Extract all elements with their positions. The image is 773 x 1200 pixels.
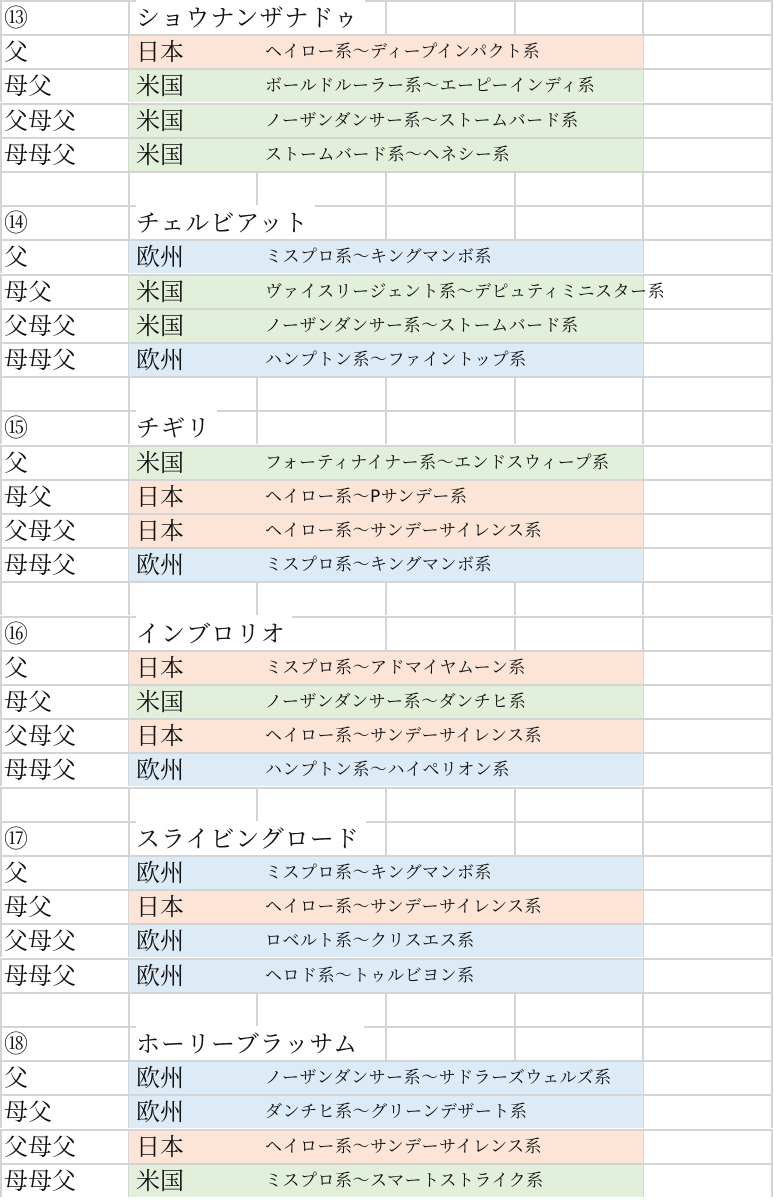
grid-line	[642, 171, 644, 205]
grid-line	[0, 684, 2, 718]
grid-line	[0, 308, 2, 342]
pedigree-row	[0, 684, 773, 718]
grid-line	[0, 274, 2, 308]
horse-name: インブロリオ	[136, 616, 292, 650]
grid-line	[0, 239, 2, 273]
grid-line	[0, 68, 2, 102]
relation-label: 父	[4, 449, 28, 477]
section-header	[0, 821, 773, 855]
grid-line	[385, 205, 387, 239]
sire-line: ミスプロ系〜キングマンボ系	[265, 863, 492, 883]
grid-line	[0, 1026, 773, 1028]
grid-line	[514, 376, 516, 410]
horse-name: ホーリーブラッサム	[136, 1026, 364, 1060]
grid-line	[0, 205, 773, 207]
grid-line	[514, 616, 516, 650]
race-number: ⑮	[4, 414, 28, 442]
relation-label: 父	[4, 243, 28, 271]
grid-line	[385, 1026, 387, 1060]
grid-line	[514, 581, 516, 615]
grid-line	[0, 410, 2, 444]
pedigree-row	[0, 718, 773, 752]
relation-label: 父母父	[4, 1133, 76, 1161]
grid-line	[0, 992, 2, 1026]
relation-label: 母父	[4, 483, 52, 511]
sire-line: ヘイロー系〜サンデーサイレンス系	[265, 521, 543, 541]
grid-line	[128, 205, 130, 239]
section-header	[0, 1026, 773, 1060]
relation-label: 母父	[4, 278, 52, 306]
region-label: 日本	[136, 1133, 184, 1161]
grid-line	[0, 752, 2, 786]
region-label: 米国	[136, 278, 184, 306]
relation-label: 父	[4, 859, 28, 887]
relation-label: 父	[4, 654, 28, 682]
spacer-row	[0, 171, 773, 205]
race-number: ⑬	[4, 4, 28, 32]
pedigree-row	[0, 1060, 773, 1094]
pedigree-row	[0, 513, 773, 547]
grid-line	[128, 616, 130, 650]
grid-line	[642, 581, 644, 615]
section-header	[0, 616, 773, 650]
horse-name: スライビングロード	[136, 821, 366, 855]
grid-line	[256, 581, 258, 615]
relation-label: 父母父	[4, 312, 76, 340]
region-label: 欧州	[136, 859, 184, 887]
spacer-row	[0, 376, 773, 410]
spacer-row	[0, 581, 773, 615]
region-label: 欧州	[136, 1098, 184, 1126]
sire-line: ミスプロ系〜キングマンボ系	[265, 555, 492, 575]
grid-line	[128, 376, 130, 410]
grid-line	[0, 1129, 2, 1163]
grid-line	[642, 1026, 644, 1060]
pedigree-row	[0, 239, 773, 273]
grid-line	[0, 616, 2, 650]
grid-line	[0, 445, 2, 479]
grid-line	[514, 410, 516, 444]
grid-line	[0, 103, 2, 137]
grid-line	[128, 1026, 130, 1060]
grid-line	[385, 0, 387, 34]
grid-line	[256, 376, 258, 410]
relation-label: 父母父	[4, 107, 76, 135]
region-label: 日本	[136, 893, 184, 921]
grid-line	[642, 616, 644, 650]
region-label: 日本	[136, 722, 184, 750]
pedigree-row	[0, 1163, 773, 1197]
relation-label: 母母父	[4, 1167, 76, 1195]
grid-line	[0, 1094, 2, 1128]
region-label: 米国	[136, 449, 184, 477]
sire-line: ストームバード系〜ヘネシー系	[265, 145, 510, 165]
relation-label: 母父	[4, 893, 52, 921]
grid-line	[256, 992, 258, 1026]
section-header	[0, 410, 773, 444]
grid-line	[514, 0, 516, 34]
grid-line	[514, 1026, 516, 1060]
grid-line	[642, 821, 644, 855]
pedigree-row	[0, 68, 773, 102]
grid-line	[0, 342, 2, 376]
grid-line	[0, 787, 2, 821]
sire-line: ヘイロー系〜サンデーサイレンス系	[265, 1137, 543, 1157]
relation-label: 母父	[4, 688, 52, 716]
grid-line	[642, 787, 644, 821]
sire-line: ノーザンダンサー系〜ダンチヒ系	[265, 692, 527, 712]
grid-line	[385, 581, 387, 615]
grid-line	[0, 923, 2, 957]
race-number: ⑭	[4, 209, 28, 237]
grid-line	[0, 1026, 2, 1060]
grid-line	[0, 821, 2, 855]
race-number: ⑱	[4, 1030, 28, 1058]
race-number: ⑰	[4, 825, 28, 853]
sire-line: ヘイロー系〜サンデーサイレンス系	[265, 726, 543, 746]
grid-line	[0, 547, 2, 581]
relation-label: 父母父	[4, 722, 76, 750]
grid-line	[642, 992, 644, 1026]
grid-line	[0, 376, 2, 410]
region-label: 米国	[136, 1167, 184, 1195]
region-label: 日本	[136, 654, 184, 682]
pedigree-row	[0, 923, 773, 957]
grid-line	[0, 0, 773, 2]
region-label: 日本	[136, 517, 184, 545]
grid-line	[0, 479, 2, 513]
grid-line	[128, 171, 130, 205]
sire-line: ノーザンダンサー系〜サドラーズウェルズ系	[265, 1068, 612, 1088]
grid-line	[0, 650, 2, 684]
grid-line	[128, 992, 130, 1026]
pedigree-row	[0, 342, 773, 376]
horse-name: チェルビアット	[136, 205, 315, 239]
sire-line: フォーティナイナー系〜エンドスウィープ系	[265, 453, 610, 473]
race-number: ⑯	[4, 620, 28, 648]
grid-line	[128, 581, 130, 615]
grid-line	[0, 616, 773, 618]
grid-line	[0, 376, 773, 378]
grid-line	[0, 1163, 2, 1197]
relation-label: 母母父	[4, 141, 76, 169]
grid-line	[0, 581, 773, 583]
sire-line: ノーザンダンサー系〜ストームバード系	[265, 111, 579, 131]
pedigree-row	[0, 650, 773, 684]
grid-line	[385, 410, 387, 444]
grid-line	[0, 513, 2, 547]
pedigree-row	[0, 1129, 773, 1163]
grid-line	[128, 821, 130, 855]
grid-line	[256, 410, 258, 444]
grid-line	[0, 718, 2, 752]
grid-line	[385, 171, 387, 205]
section-header	[0, 0, 773, 34]
pedigree-row	[0, 1094, 773, 1128]
pedigree-row	[0, 889, 773, 923]
pedigree-row	[0, 308, 773, 342]
grid-line	[0, 410, 773, 412]
grid-line	[514, 171, 516, 205]
sire-line: ダンチヒ系〜グリーンデザート系	[265, 1102, 528, 1122]
pedigree-row	[0, 855, 773, 889]
pedigree-row	[0, 445, 773, 479]
pedigree-row	[0, 137, 773, 171]
pedigree-row	[0, 547, 773, 581]
grid-line	[0, 855, 2, 889]
relation-label: 母母父	[4, 346, 76, 374]
grid-line	[0, 958, 2, 992]
sire-line: ヘイロー系〜Pサンデー系	[265, 487, 468, 507]
relation-label: 母父	[4, 72, 52, 100]
relation-label: 父	[4, 1064, 28, 1092]
horse-name: ショウナンザナドゥ	[136, 0, 365, 34]
sire-line: ハンプトン系〜ファイントップ系	[265, 350, 527, 370]
region-label: 欧州	[136, 927, 184, 955]
grid-line	[514, 205, 516, 239]
relation-label: 母母父	[4, 756, 76, 784]
grid-line	[128, 787, 130, 821]
spacer-row	[0, 787, 773, 821]
grid-line	[0, 0, 2, 34]
grid-line	[0, 992, 773, 994]
region-label: 日本	[136, 483, 184, 511]
pedigree-row	[0, 479, 773, 513]
pedigree-row	[0, 274, 773, 308]
region-label: 米国	[136, 72, 184, 100]
grid-line	[0, 787, 773, 789]
sire-line: ハンプトン系〜ハイペリオン系	[265, 760, 510, 780]
sire-line: ボールドルーラー系〜エーピーインディ系	[265, 76, 596, 96]
grid-line	[642, 410, 644, 444]
grid-line	[0, 821, 773, 823]
region-label: 米国	[136, 107, 184, 135]
sire-line: ヘイロー系〜ディープインパクト系	[265, 42, 541, 62]
grid-line	[642, 376, 644, 410]
grid-line	[0, 581, 2, 615]
region-label: 欧州	[136, 243, 184, 271]
region-label: 欧州	[136, 962, 184, 990]
grid-line	[0, 205, 2, 239]
sire-line: ミスプロ系〜アドマイヤムーン系	[265, 658, 526, 678]
region-label: 米国	[136, 141, 184, 169]
grid-line	[256, 787, 258, 821]
grid-line	[385, 787, 387, 821]
region-label: 欧州	[136, 551, 184, 579]
horse-name: チギリ	[136, 410, 217, 444]
grid-line	[128, 410, 130, 444]
region-label: 米国	[136, 312, 184, 340]
sire-line: ヴァイスリージェント系〜デピュティミニスター系	[265, 282, 666, 302]
relation-label: 母母父	[4, 551, 76, 579]
grid-line	[514, 992, 516, 1026]
relation-label: 父	[4, 38, 28, 66]
spacer-row	[0, 992, 773, 1026]
region-label: 欧州	[136, 346, 184, 374]
grid-line	[514, 787, 516, 821]
grid-line	[642, 0, 644, 34]
sire-line: ノーザンダンサー系〜ストームバード系	[265, 316, 579, 336]
relation-label: 父母父	[4, 517, 76, 545]
region-label: 米国	[136, 688, 184, 716]
relation-label: 母母父	[4, 962, 76, 990]
pedigree-row	[0, 752, 773, 786]
relation-label: 父母父	[4, 927, 76, 955]
pedigree-row	[0, 34, 773, 68]
grid-line	[514, 821, 516, 855]
grid-line	[128, 0, 130, 34]
grid-line	[0, 34, 2, 68]
sire-line: ミスプロ系〜キングマンボ系	[265, 247, 492, 267]
relation-label: 母父	[4, 1098, 52, 1126]
pedigree-row	[0, 103, 773, 137]
grid-line	[385, 376, 387, 410]
region-label: 欧州	[136, 1064, 184, 1092]
sire-line: ミスプロ系〜スマートストライク系	[265, 1171, 544, 1191]
grid-line	[385, 821, 387, 855]
grid-line	[385, 616, 387, 650]
sire-line: ヘイロー系〜サンデーサイレンス系	[265, 897, 543, 917]
sire-line: ヘロド系〜トゥルビヨン系	[265, 966, 475, 986]
grid-line	[642, 205, 644, 239]
region-label: 欧州	[136, 756, 184, 784]
sire-line: ロベルト系〜クリスエス系	[265, 931, 475, 951]
section-header	[0, 205, 773, 239]
region-label: 日本	[136, 38, 184, 66]
pedigree-row	[0, 958, 773, 992]
grid-line	[0, 1060, 2, 1094]
grid-line	[0, 137, 2, 171]
grid-line	[256, 171, 258, 205]
grid-line	[0, 171, 773, 173]
grid-line	[385, 992, 387, 1026]
grid-line	[0, 889, 2, 923]
grid-line	[0, 171, 2, 205]
